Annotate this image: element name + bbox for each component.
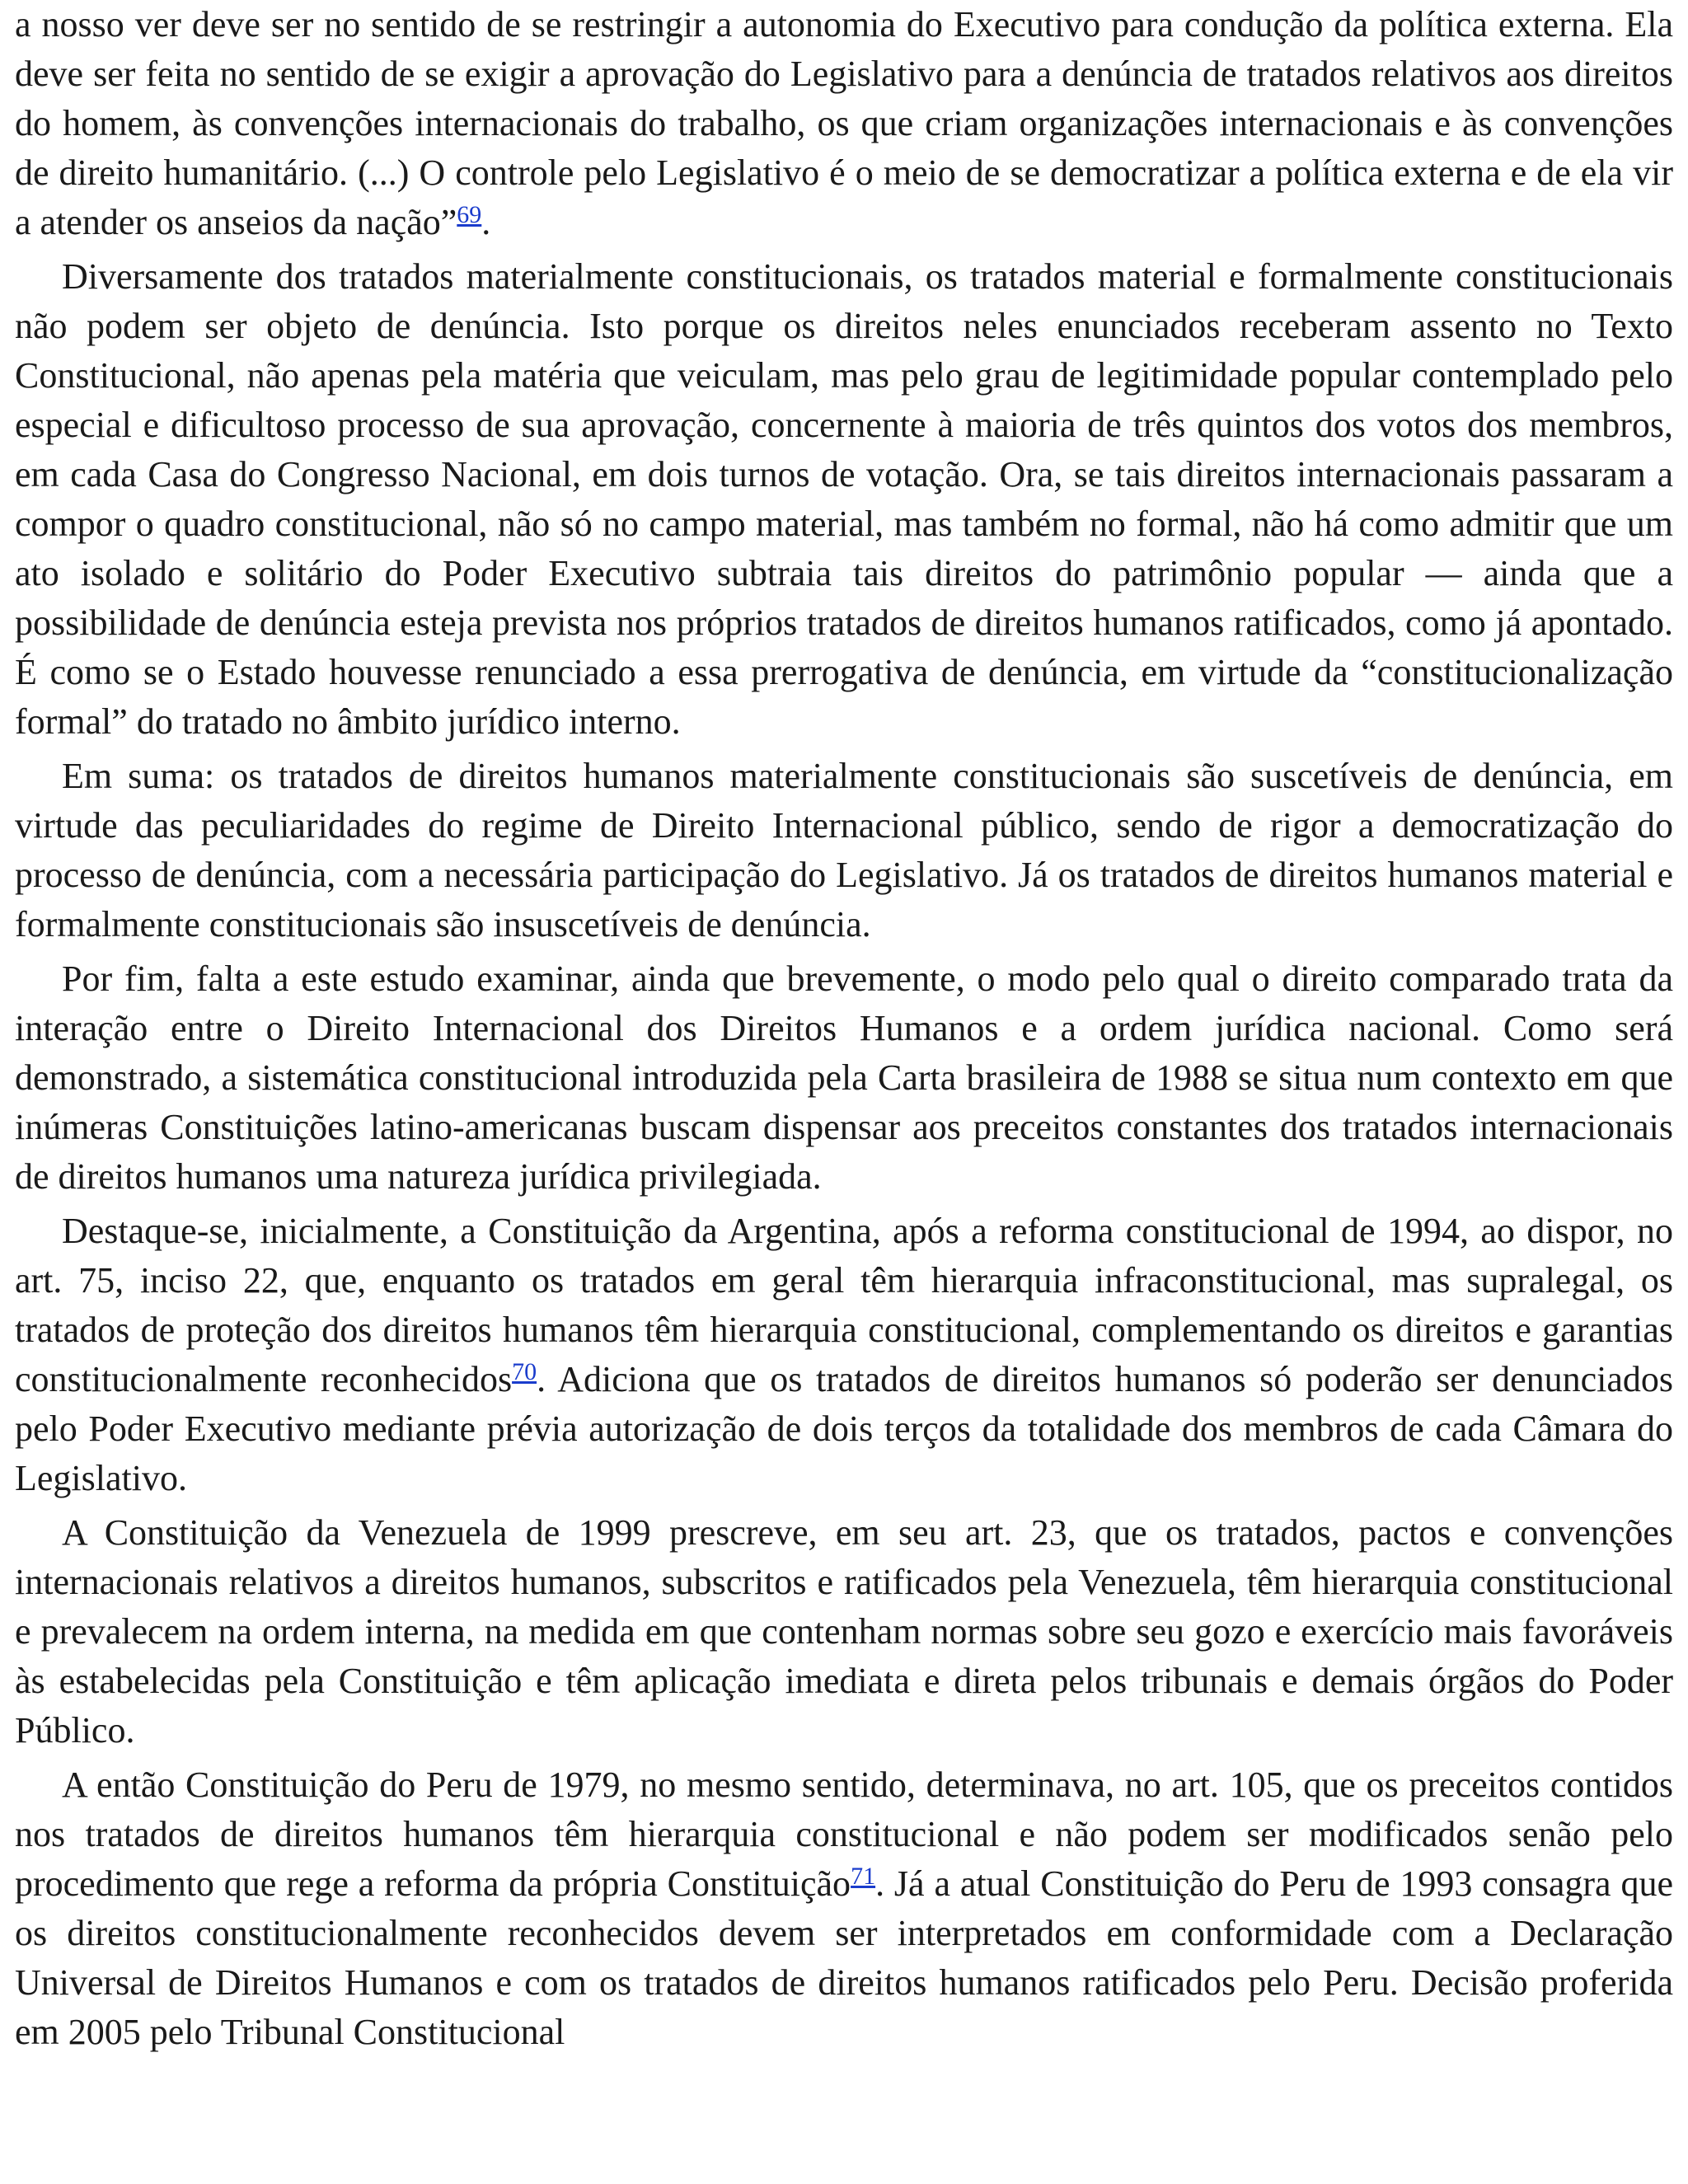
footnote-link-70[interactable]: 70 xyxy=(512,1358,537,1385)
paragraph-1-text: a nosso ver deve ser no sentido de se restringir a autonomia do Executivo para condução da política externa. Ela deve ser feita no sentido de se exigir a aprovação do Legislativo para a denúncia de tratados relativos aos direitos do homem, às convenções internacionais do trabalho, os que criam organizações internacionais e às convenções de direito humanitário. (...) O controle pelo Legislativo é o meio de se democratizar a política externa e de ela vir a atender os anseios da nação” xyxy=(15,4,1673,242)
footnote-link-69[interactable]: 69 xyxy=(457,201,482,228)
paragraph-5-text: Destaque-se, inicialmente, a Constituição da Argentina, após a reforma constitucional de 1994, ao dispor, no art. 75, inciso 22, que, enquanto os tratados em geral têm hierarquia infraconstitucional, mas supralegal, os tratados de proteção dos direitos humanos têm hierarquia constitucional, complementando os direitos e garantias constitucionalmente reconhecidos xyxy=(15,1211,1673,1399)
paragraph-3 xyxy=(15,752,1673,949)
paragraph-1 xyxy=(15,0,1673,247)
paragraph-6-text: A Constituição da Venezuela de 1999 prescreve, em seu art. 23, que os tratados, pactos e convenções internacionais relativos a direitos humanos, subscritos e ratificados pela Venezuela, têm hierarquia constitucional e prevalecem na ordem interna, na medida em que contenham normas sobre seu gozo e exercício mais favoráveis às estabelecidas pela Constituição e têm aplicação imediata e direta pelos tribunais e demais órgãos do Poder Público. xyxy=(15,1512,1673,1750)
paragraph-7 xyxy=(15,1760,1673,2057)
paragraph-6 xyxy=(15,1508,1673,1755)
paragraph-3-text: Em suma: os tratados de direitos humanos materialmente constitucionais são suscetíveis de denúncia, em virtude das peculiaridades do regime de Direito Internacional público, sendo de rigor a democratização do processo de denúncia, com a necessária participação do Legislativo. Já os tratados de direitos humanos material e formalmente constitucionais são insuscetíveis de denúncia. xyxy=(15,756,1673,944)
paragraph-7-after: . Já a atual Constituição do Peru de 1993 consagra que os direitos constitucionalmente reconhecidos devem ser interpretados em conformidade com a Declaração Universal de Direitos Humanos e com os tratados de direitos humanos ratificados pelo Peru. Decisão proferida em 2005 pelo Tribunal Constitucional xyxy=(15,1863,1673,2052)
paragraph-4 xyxy=(15,954,1673,1202)
paragraph-4-text: Por fim, falta a este estudo examinar, ainda que brevemente, o modo pelo qual o direito comparado trata da interação entre o Direito Internacional dos Direitos Humanos e a ordem jurídica nacional. Como será demonstrado, a sistemática constitucional introduzida pela Carta brasileira de 1988 se situa num contexto em que inúmeras Constituições latino-americanas buscam dispensar aos preceitos constantes dos tratados internacionais de direitos humanos uma natureza jurídica privilegiada. xyxy=(15,958,1673,1197)
paragraph-7-text: A então Constituição do Peru de 1979, no mesmo sentido, determinava, no art. 105, que os preceitos contidos nos tratados de direitos humanos têm hierarquia constitucional e não podem ser modificados senão pelo procedimento que rege a reforma da própria Constituição xyxy=(15,1765,1673,1904)
paragraph-5 xyxy=(15,1207,1673,1503)
paragraph-2-text: Diversamente dos tratados materialmente constitucionais, os tratados material e formalmente constitucionais não podem ser objeto de denúncia. Isto porque os direitos neles enunciados receberam assento no Texto Constitucional, não apenas pela matéria que veiculam, mas pelo grau de legitimidade popular contemplado pelo especial e dificultoso processo de sua aprovação, concernente à maioria de três quintos dos votos dos membros, em cada Casa do Congresso Nacional, em dois turnos de votação. Ora, se tais direitos internacionais passaram a compor o quadro constitucional, não só no campo material, mas também no formal, não há como admitir que um ato isolado e solitário do Poder Executivo subtraia tais direitos do patrimônio popular — ainda que a possibilidade de denúncia esteja prevista nos próprios tratados de direitos humanos ratificados, como já apontado. É como se o Estado houvesse renunciado a essa prerrogativa de denúncia, em virtude da “constitucionalização formal” do tratado no âmbito jurídico interno. xyxy=(15,256,1673,742)
paragraph-5-after: . Adiciona que os tratados de direitos humanos só poderão ser denunciados pelo Poder Executivo mediante prévia autorização de dois terços da totalidade dos membros de cada Câmara do Legislativo. xyxy=(15,1359,1674,1498)
footnote-link-71[interactable]: 71 xyxy=(851,1863,876,1890)
paragraph-2 xyxy=(15,252,1673,747)
paragraph-1-after: . xyxy=(481,202,491,242)
